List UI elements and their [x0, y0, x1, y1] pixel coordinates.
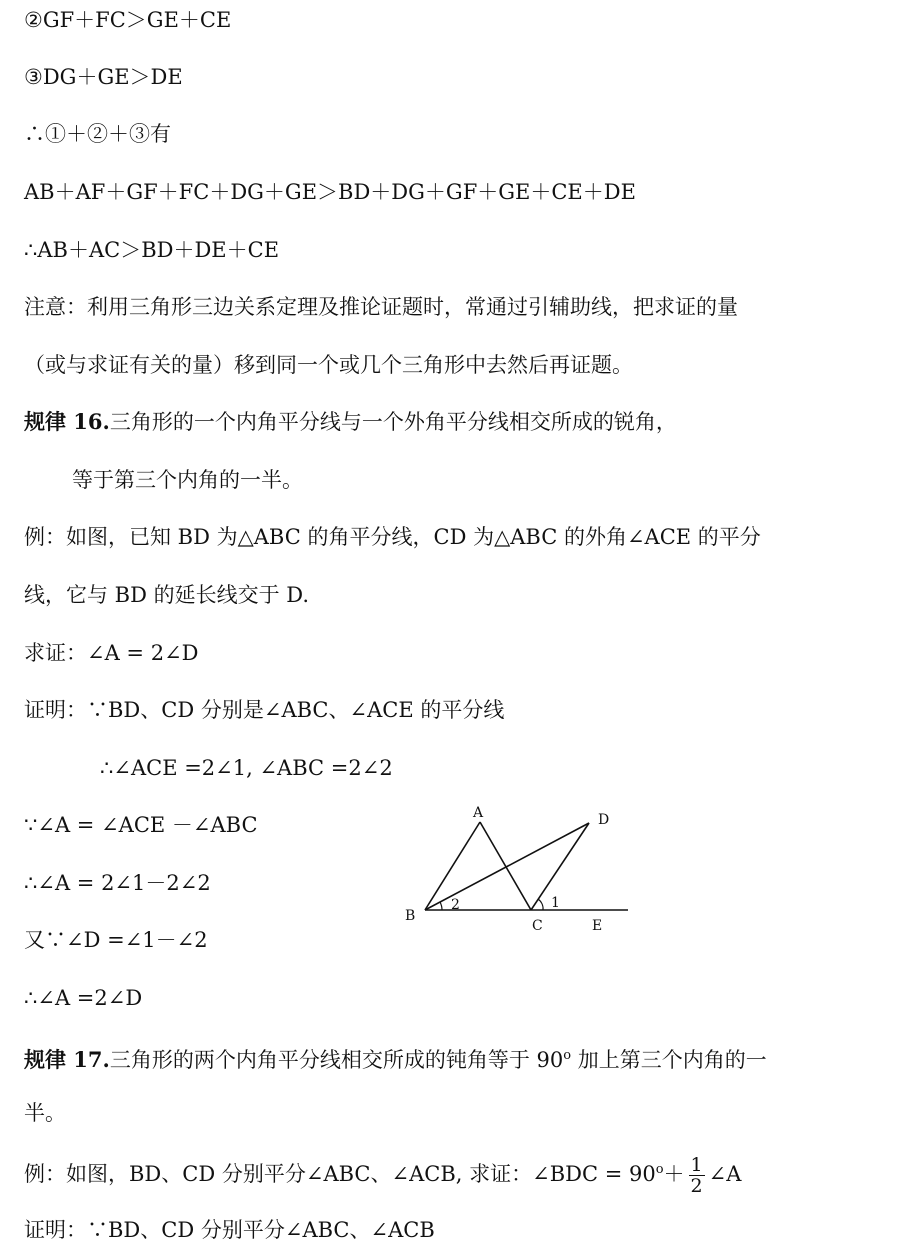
text-line: ∴AB＋AC＞BD＋DE＋CE — [24, 238, 280, 262]
proof-16-line: 又∵∠D =∠1－∠2 — [24, 928, 208, 952]
fraction-numerator: 1 — [690, 1154, 703, 1176]
rule-17-heading — [24, 1041, 767, 1075]
degree-mark: o — [655, 1162, 664, 1177]
proof-16-line: ∴∠A = 2∠1－2∠2 — [24, 871, 211, 895]
note-line: 注意：利用三角形三边关系定理及推论证题时，常通过引辅助线，把求证的量 — [24, 295, 738, 319]
rule-17-title: 规律 17. — [24, 1047, 110, 1072]
label-1: 1 — [551, 895, 560, 911]
label-A: A — [473, 805, 484, 821]
example-17-line — [24, 1148, 741, 1196]
prove-16-line: 求证：∠A = 2∠D — [24, 641, 199, 665]
example-17-text: ∠A — [708, 1162, 742, 1186]
segment-CD — [531, 823, 589, 910]
proof-16-line: 证明：∵BD、CD 分别是∠ABC、∠ACE 的平分线 — [24, 698, 505, 722]
text-line: ③DG＋GE＞DE — [24, 65, 183, 89]
degree-mark: o — [563, 1048, 572, 1063]
rule-16-continuation: 等于第三个内角的一半。 — [72, 468, 303, 492]
rule-17-continuation: 半。 — [24, 1101, 66, 1125]
note-line: （或与求证有关的量）移到同一个或几个三角形中去然后再证题。 — [24, 353, 633, 377]
segment-AC — [480, 822, 531, 910]
example-16-line: 例：如图，已知 BD 为△ABC 的角平分线，CD 为△ABC 的外角∠ACE 的平分 — [24, 525, 761, 549]
rule-16-heading — [24, 407, 677, 437]
example-16-line: 线，它与 BD 的延长线交于 D. — [24, 583, 310, 607]
proof-16-line: ∴∠ACE =2∠1, ∠ABC =2∠2 — [100, 756, 393, 780]
rule-16-title: 规律 16. — [24, 409, 110, 434]
rule-16-text: 三角形的一个内角平分线与一个外角平分线相交所成的锐角， — [109, 410, 677, 434]
label-2: 2 — [451, 897, 460, 913]
label-E: E — [592, 918, 603, 934]
angle-1-arc — [538, 899, 543, 910]
rule-17-text: 加上第三个内角的一 — [571, 1048, 767, 1072]
text-line: AB＋AF＋GF＋FC＋DG＋GE＞BD＋DG＋GF＋GE＋CE＋DE — [24, 180, 636, 204]
triangle-figure — [395, 798, 635, 938]
text-line: ∴①＋②＋③有 — [24, 122, 171, 146]
proof-16-line: ∵∠A = ∠ACE －∠ABC — [24, 813, 258, 837]
proof-17-line: 证明：∵BD、CD 分别平分∠ABC、∠ACB — [24, 1218, 435, 1242]
segment-BD — [425, 823, 589, 910]
label-B: B — [405, 908, 416, 924]
text-line: ②GF＋FC＞GE＋CE — [24, 8, 232, 32]
fraction-denominator: 2 — [690, 1175, 703, 1197]
label-D: D — [598, 812, 610, 828]
label-C: C — [532, 918, 543, 934]
angle-2-arc — [440, 902, 442, 910]
rule-17-text: 三角形的两个内角平分线相交所成的钝角等于 90 — [109, 1048, 564, 1072]
proof-16-line: ∴∠A =2∠D — [24, 986, 143, 1010]
plus-sign: ＋ — [663, 1162, 685, 1186]
example-17-text: 例：如图，BD、CD 分别平分∠ABC、∠ACB, 求证：∠BDC = 90 — [24, 1162, 656, 1186]
fraction-one-half — [689, 1155, 705, 1196]
